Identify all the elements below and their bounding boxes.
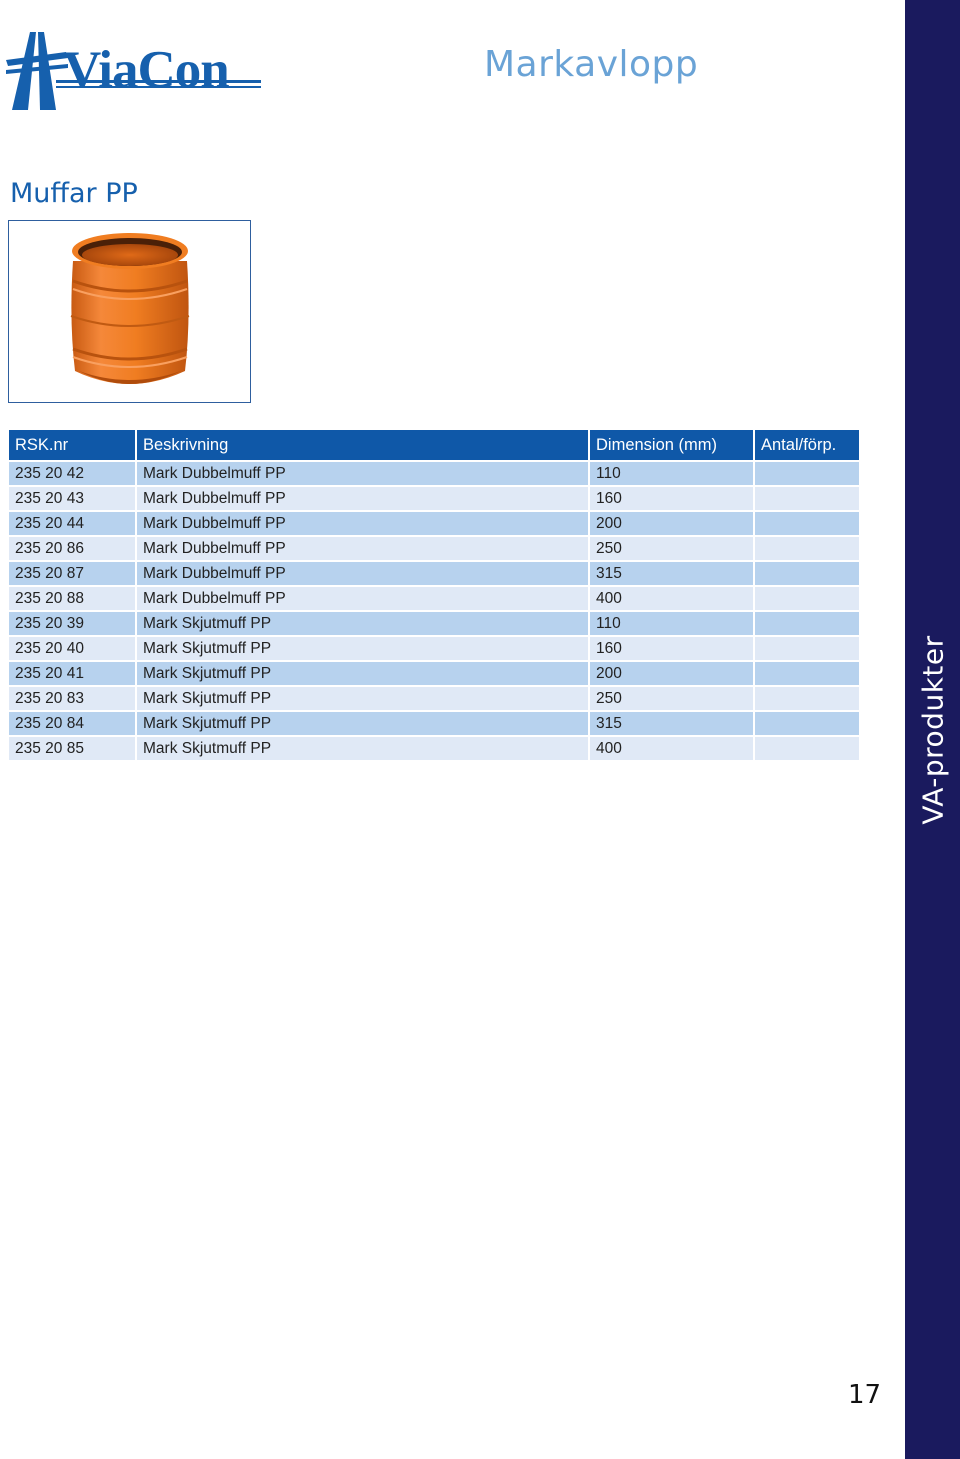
table-row [9, 462, 859, 485]
cell-quantity [755, 712, 859, 735]
cell-dimension: 200 [590, 662, 753, 685]
cell-rsk: 235 20 44 [9, 512, 135, 535]
cell-dimension: 315 [590, 712, 753, 735]
page-number: 17 [848, 1380, 882, 1410]
section-title: Muffar PP [10, 178, 138, 209]
side-bar-label: VA-produkter [916, 635, 950, 825]
cell-quantity [755, 662, 859, 685]
table-row [9, 612, 859, 635]
cell-dimension: 400 [590, 587, 753, 610]
cell-quantity [755, 537, 859, 560]
table-row [9, 637, 859, 660]
table-row [9, 587, 859, 610]
cell-rsk: 235 20 40 [9, 637, 135, 660]
logo-wordmark: ViaCon [63, 41, 229, 99]
cell-quantity [755, 462, 859, 485]
cell-quantity [755, 562, 859, 585]
cell-description: Mark Skjutmuff PP [137, 637, 588, 660]
table-header-row [9, 430, 859, 460]
table-row [9, 737, 859, 760]
cell-quantity [755, 487, 859, 510]
cell-rsk: 235 20 84 [9, 712, 135, 735]
cell-rsk: 235 20 87 [9, 562, 135, 585]
cell-dimension: 200 [590, 512, 753, 535]
page-title: Markavlopp [484, 44, 699, 85]
cell-quantity [755, 687, 859, 710]
product-image-frame [8, 220, 251, 403]
cell-rsk: 235 20 83 [9, 687, 135, 710]
cell-description: Mark Dubbelmuff PP [137, 537, 588, 560]
cell-rsk: 235 20 85 [9, 737, 135, 760]
cell-description: Mark Skjutmuff PP [137, 662, 588, 685]
cell-quantity [755, 637, 859, 660]
cell-description: Mark Skjutmuff PP [137, 737, 588, 760]
cell-dimension: 250 [590, 537, 753, 560]
viacon-logo [6, 30, 266, 112]
cell-quantity [755, 612, 859, 635]
table-row [9, 662, 859, 685]
cell-rsk: 235 20 42 [9, 462, 135, 485]
product-table [7, 428, 861, 762]
col-header-quantity: Antal/förp. [755, 430, 859, 460]
cell-rsk: 235 20 86 [9, 537, 135, 560]
table-row [9, 537, 859, 560]
cell-dimension: 160 [590, 637, 753, 660]
cell-description: Mark Skjutmuff PP [137, 712, 588, 735]
cell-dimension: 110 [590, 462, 753, 485]
table-row [9, 512, 859, 535]
cell-dimension: 160 [590, 487, 753, 510]
cell-rsk: 235 20 43 [9, 487, 135, 510]
table-row [9, 687, 859, 710]
table-row [9, 487, 859, 510]
cell-quantity [755, 737, 859, 760]
cell-rsk: 235 20 41 [9, 662, 135, 685]
cell-description: Mark Skjutmuff PP [137, 687, 588, 710]
cell-description: Mark Dubbelmuff PP [137, 512, 588, 535]
cell-quantity [755, 512, 859, 535]
col-header-rsk: RSK.nr [9, 430, 135, 460]
cell-description: Mark Dubbelmuff PP [137, 487, 588, 510]
cell-rsk: 235 20 39 [9, 612, 135, 635]
col-header-dimension: Dimension (mm) [590, 430, 753, 460]
table-row [9, 562, 859, 585]
cell-description: Mark Dubbelmuff PP [137, 562, 588, 585]
pipe-coupling-image [9, 221, 252, 404]
cell-dimension: 400 [590, 737, 753, 760]
cell-dimension: 110 [590, 612, 753, 635]
cell-dimension: 315 [590, 562, 753, 585]
cell-dimension: 250 [590, 687, 753, 710]
table-row [9, 712, 859, 735]
cell-description: Mark Skjutmuff PP [137, 612, 588, 635]
cell-rsk: 235 20 88 [9, 587, 135, 610]
col-header-description: Beskrivning [137, 430, 588, 460]
cell-description: Mark Dubbelmuff PP [137, 587, 588, 610]
cell-quantity [755, 587, 859, 610]
cell-description: Mark Dubbelmuff PP [137, 462, 588, 485]
